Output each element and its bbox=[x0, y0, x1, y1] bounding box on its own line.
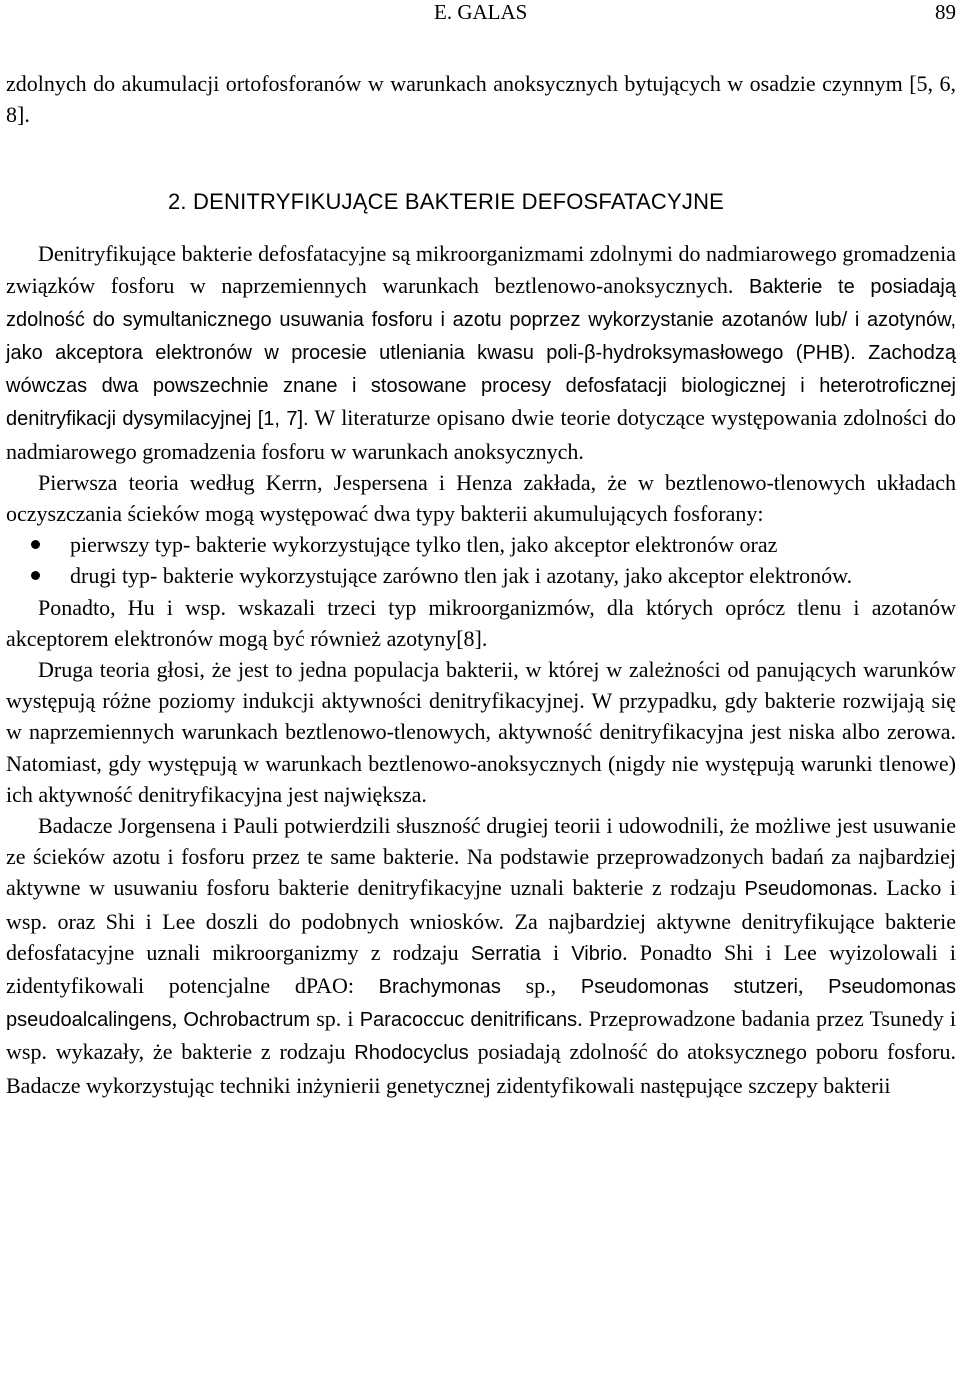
page-number: 89 bbox=[935, 0, 956, 24]
text-run: Druga teoria głosi, że jest to jedna populacja bakterii, w której w zależności od panujących warunków występują różne poziomy indukcji aktywności denitryfikacyjnej. W przypadku, gdy bakterie rozwijają się w naprzemiennych warunkach beztlenowo-tlenowych, aktywność denitryfikacyjna jest niska albo zerowa. Natomiast, gdy występują w warunkach beztlenowo-anoksycznych (nigdy nie występują warunki tlenowe) ich aktywność denitryfikacyjna jest największa. bbox=[6, 657, 956, 807]
text-run: . Ponadto Shi i Lee wyizolowali i zidentyfikowali potencjalne dPAO: bbox=[6, 939, 957, 999]
genus-name: Serratia bbox=[470, 942, 541, 965]
genus-name: Pseudomonas pseudoalcalingens bbox=[6, 976, 956, 1032]
list-item-text: drugi typ- bakterie wykorzystujące zarówno tlen jak i azotany, jako akceptor elektronów. bbox=[70, 563, 853, 589]
text-run-sans: Bakterie te posiadają zdolność do symultanicznego usuwania fosforu i azotu poprzez wykorzystanie azotanów lub/ i azotynów, jako akceptora elektronów w procesie utleniania kwasu poli-β-hydroksymasłowego (PHB). Zachodzą wówczas dwa powszechnie znane i stosowane procesy defosfatacji biologicznej i heterotroficznej denitryfikacji dysymilacyjnej [1, 7]. bbox=[6, 275, 957, 431]
genus-name: Paracoccuc denitrificans bbox=[359, 1009, 578, 1032]
bullet-icon bbox=[31, 540, 40, 549]
text-run: Ponadto, Hu i wsp. wskazali trzeci typ mikroorganizmów, dla których oprócz tlenu i azotanów akceptorem elektronów mogą być również azotyny[8]. bbox=[6, 594, 956, 651]
genus-name: Brachymonas bbox=[378, 976, 501, 999]
section-heading: 2. DENITRYFIKUJĄCE BAKTERIE DEFOSFATACYJNE bbox=[168, 189, 725, 215]
text-run: sp., bbox=[500, 973, 581, 999]
genus-name: Pseudomonas stutzeri bbox=[580, 976, 798, 999]
genus-name: Vibrio bbox=[571, 942, 623, 965]
text-run: zdolnych do akumulacji ortofosforanów w warunkach anoksycznych bytujących w osadzie czynnym [5, 6, 8]. bbox=[6, 71, 956, 128]
text-run: sp. i bbox=[310, 1006, 360, 1032]
text-run: Denitryfikujące bakterie defosfatacyjne są mikroorganizmami zdolnymi do nadmiarowego gromadzenia związków fosforu w naprzemiennych warunkach beztlenowo-anoksycznych. bbox=[6, 241, 956, 298]
text-run: i bbox=[540, 939, 572, 965]
text-run: . Lacko i wsp. oraz Shi i Lee doszli do podobnych wniosków. Za najbardziej aktywne denitryfikujące bakterie defosfatacyjne uznali mikroorganizmy z rodzaju bbox=[6, 875, 956, 965]
text-run: W literaturze opisano dwie teorie dotyczące występowania zdolności do nadmiarowego gromadzenia fosforu w warunkach anoksycznych. bbox=[6, 405, 956, 464]
text-run: Pierwsza teoria według Kerrn, Jespersena i Henza zakłada, że w beztlenowo-tlenowych układach oczyszczania ścieków mogą występować dwa typy bakterii akumulujących fosforany: bbox=[6, 469, 956, 527]
paragraph-first-theory bbox=[6, 467, 956, 529]
paragraph-definition bbox=[6, 238, 956, 466]
genus-name: Ochrobactrum bbox=[183, 1009, 311, 1032]
list-item-text: pierwszy typ- bakterie wykorzystujące tylko tlen, jako akceptor elektronów oraz bbox=[70, 532, 778, 558]
text-run: Badacze Jorgensena i Pauli potwierdzili słuszność drugiej teorii i udowodnili, że możliwe jest usuwanie ze ścieków azotu i fosforu przez te same bakterie. Na podstawie przeprowadzonych badań za najbardziej aktywne w usuwaniu fosforu bakterie denitryfikacyjne uznali bakterie z rodzaju bbox=[6, 813, 956, 901]
paragraph-second-theory bbox=[6, 654, 956, 810]
document-body bbox=[6, 68, 956, 1101]
running-head bbox=[0, 0, 960, 26]
running-head-author: E. GALAS bbox=[434, 0, 528, 24]
text-run: , bbox=[797, 973, 829, 999]
bacteria-type-list bbox=[6, 529, 956, 591]
text-run: , bbox=[171, 1006, 184, 1032]
list-item bbox=[6, 560, 956, 591]
paragraph-research bbox=[6, 810, 956, 1101]
text-run: . Przeprowadzone badania przez Tsunedy i wsp. wykazały, że bakterie z rodzaju bbox=[6, 1006, 956, 1065]
paragraph-third-type bbox=[6, 592, 956, 654]
list-item bbox=[6, 529, 956, 560]
genus-name: Rhodocyclus bbox=[354, 1042, 469, 1065]
genus-name: Pseudomonas bbox=[744, 878, 873, 901]
bullet-icon bbox=[31, 571, 40, 580]
text-run: posiadają zdolność do atoksycznego poboru fosforu. Badacze wykorzystując techniki inżynierii genetycznej zidentyfikowali następujące szczepy bakterii bbox=[6, 1039, 956, 1098]
paragraph-continuation bbox=[6, 68, 956, 130]
